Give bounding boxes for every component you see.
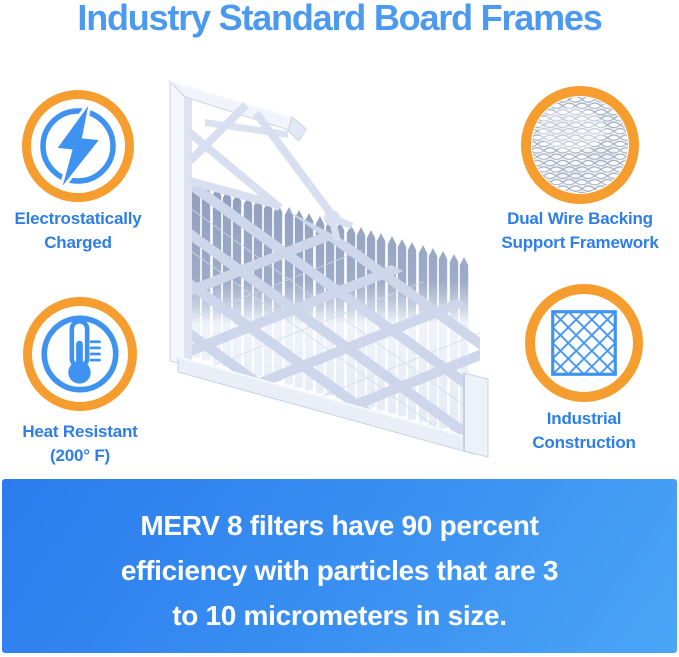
thermometer-glyph bbox=[32, 306, 128, 402]
feature-label-line: (200° F) bbox=[50, 446, 110, 465]
thermometer-icon bbox=[23, 297, 137, 411]
diamond-grid-icon bbox=[525, 284, 643, 402]
feature-label-industrial bbox=[484, 407, 679, 455]
wire-mesh-icon bbox=[521, 86, 639, 204]
air-filter-render bbox=[160, 73, 505, 458]
feature-label-line: Charged bbox=[44, 233, 112, 252]
feature-label-line: Support Framework bbox=[501, 233, 659, 252]
page-title: Industry Standard Board Frames bbox=[77, 0, 602, 38]
feature-label-line: Dual Wire Backing bbox=[507, 209, 653, 228]
lightning-bolt-glyph bbox=[31, 99, 125, 193]
banner-line: to 10 micrometers in size. bbox=[172, 600, 507, 631]
feature-label-line: Industrial bbox=[546, 409, 622, 428]
feature-label-wire-backing bbox=[480, 207, 679, 255]
lightning-bolt-icon bbox=[22, 90, 134, 202]
wire-mesh-glyph bbox=[531, 96, 629, 194]
diamond-grid-glyph bbox=[535, 294, 633, 392]
air-filter-image bbox=[160, 73, 505, 458]
banner-line: MERV 8 filters have 90 percent bbox=[140, 510, 539, 541]
banner-line: efficiency with particles that are 3 bbox=[120, 555, 559, 586]
feature-label-line: Construction bbox=[532, 433, 636, 452]
feature-label-line: Electrostatically bbox=[14, 209, 142, 228]
feature-label-electrostatic bbox=[0, 207, 178, 255]
feature-label-line: Heat Resistant bbox=[22, 422, 138, 441]
feature-label-heat-resistant bbox=[0, 420, 180, 468]
banner bbox=[2, 479, 677, 653]
